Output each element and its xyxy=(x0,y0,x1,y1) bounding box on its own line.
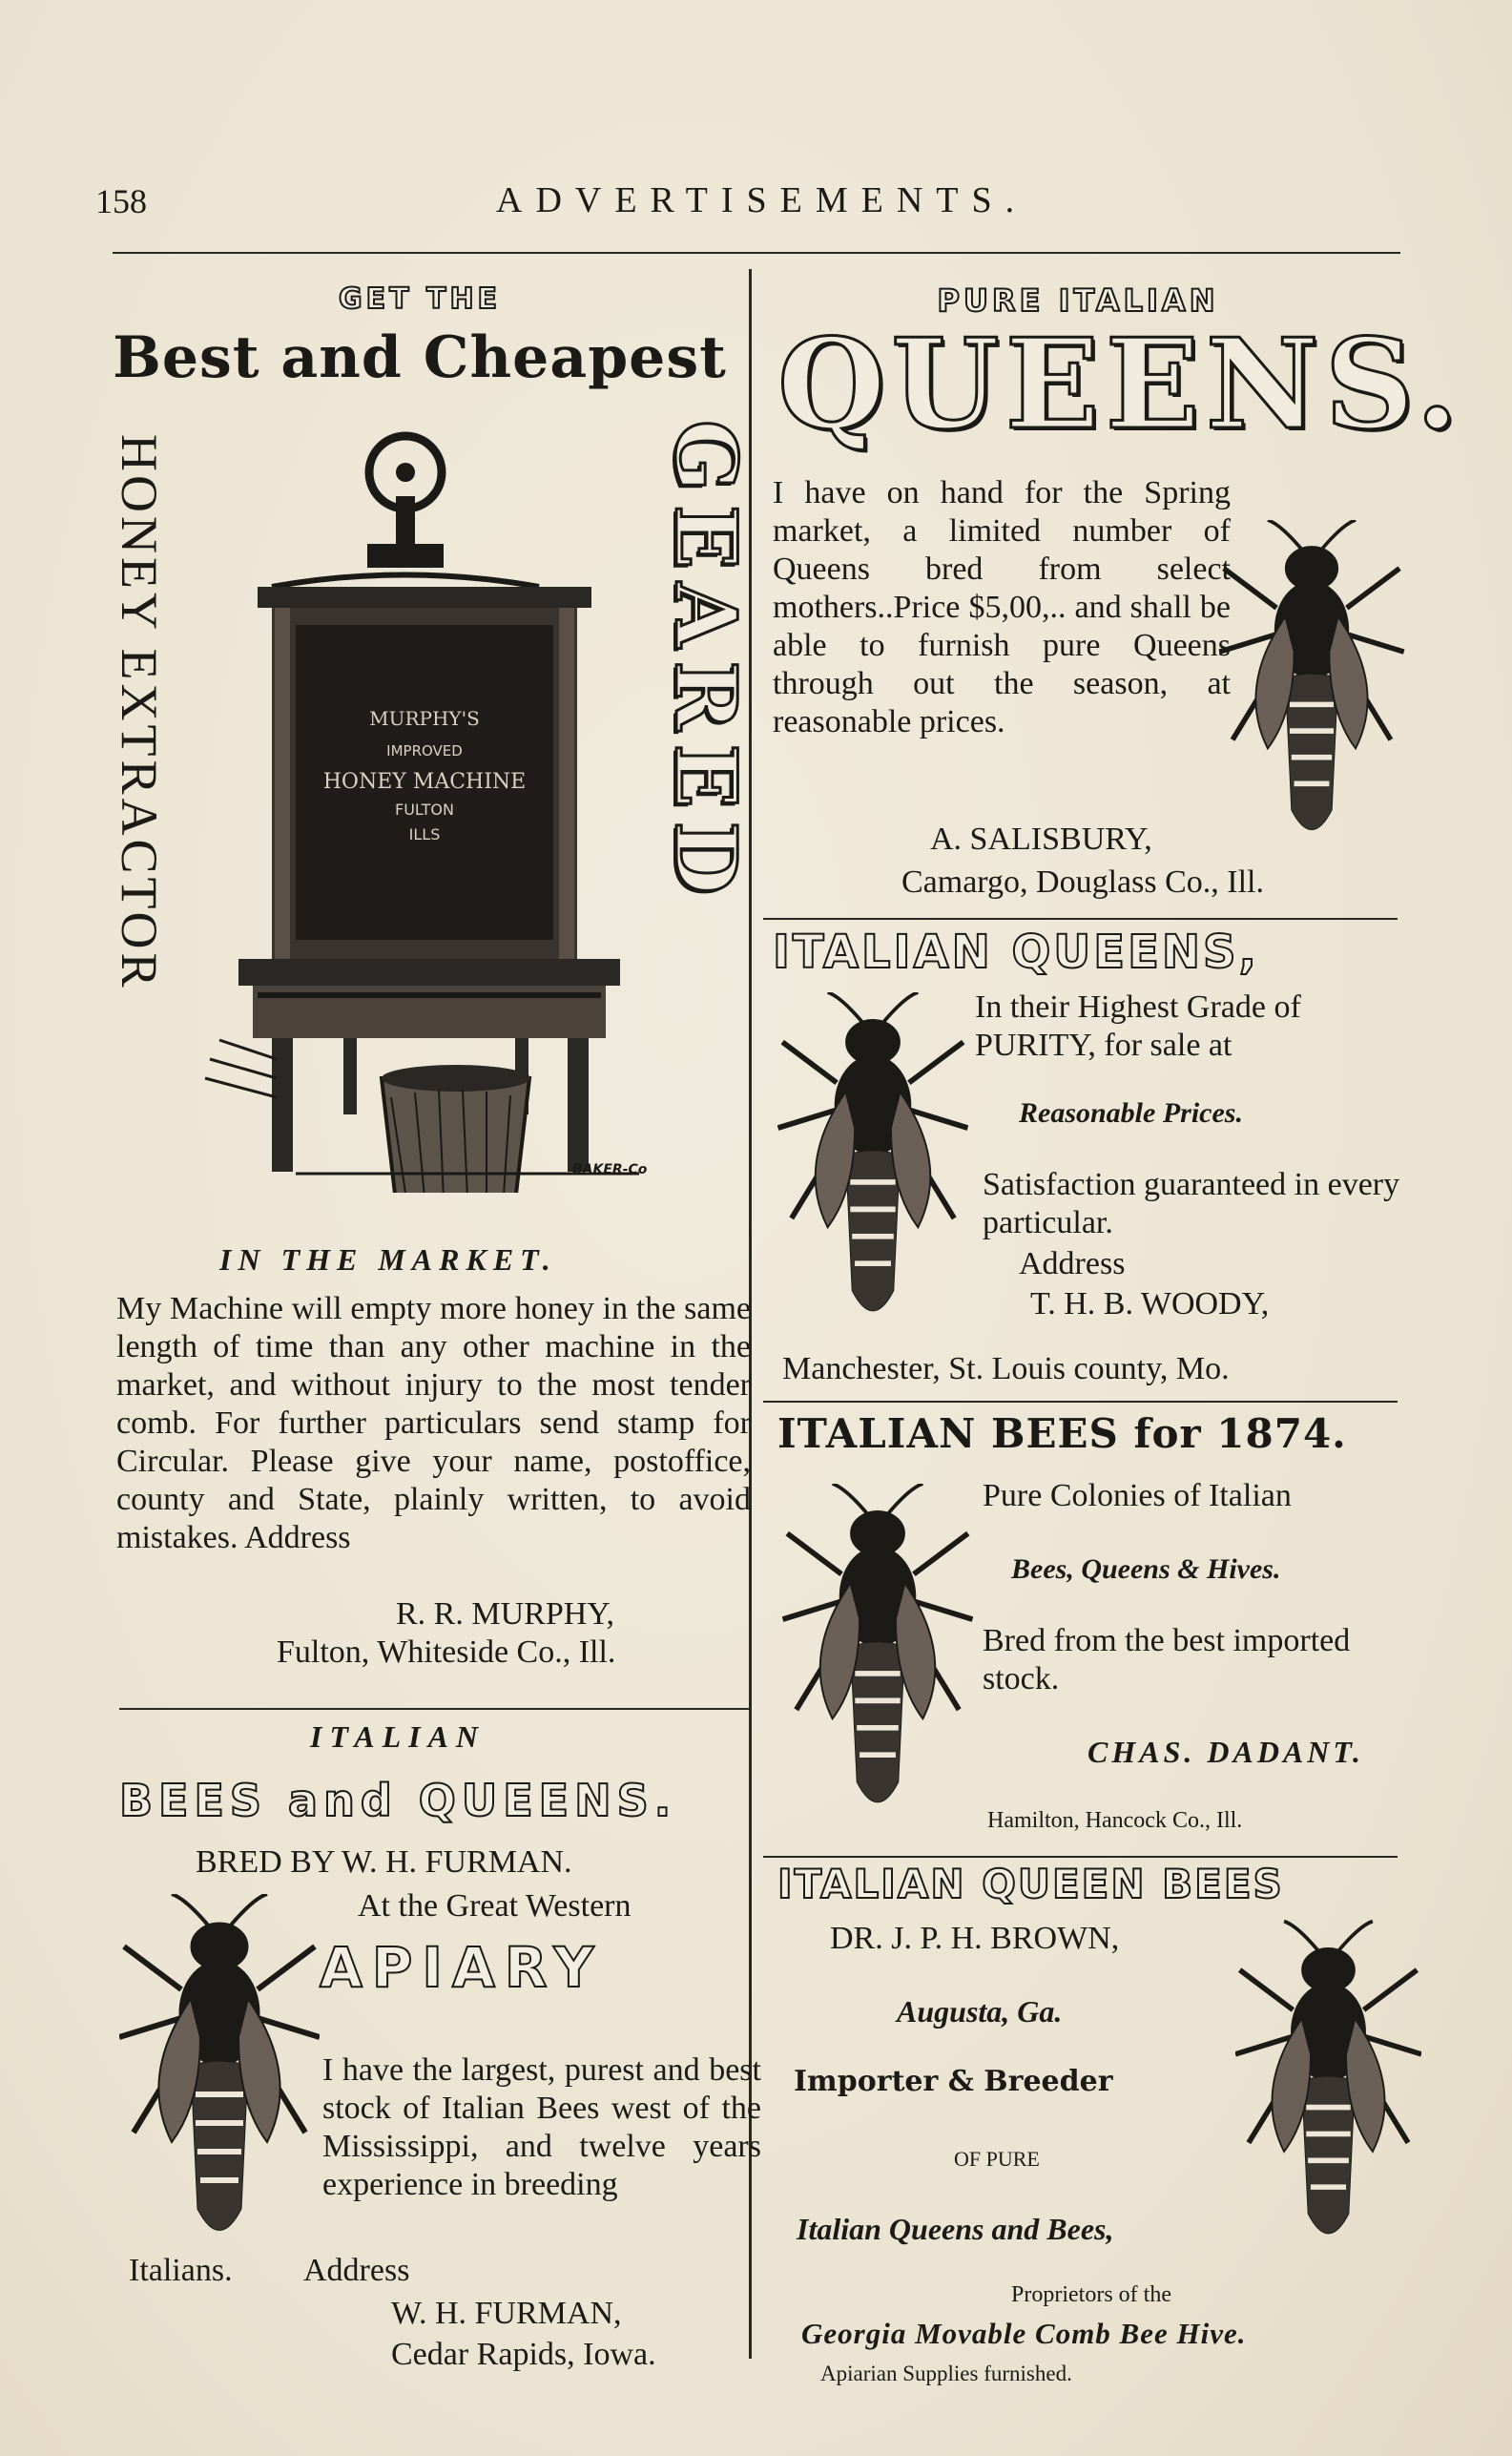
salisbury-body: I have on hand for the Spring market, a limited number of Queens bred from select mothers..Price $5,00,.. and shall be able to furnish pure Queens through out the season, at reasonable prices. xyxy=(773,475,1231,739)
murphy-kicker: GET THE xyxy=(338,282,502,316)
woody-address-label: Address xyxy=(1019,1246,1126,1281)
brown-name: DR. J. P. H. BROWN, xyxy=(830,1921,1120,1956)
furman-name: W. H. FURMAN, xyxy=(391,2296,622,2331)
brown-role: Importer & Breeder xyxy=(794,2065,1113,2098)
brown-supplies: Apiarian Supplies furnished. xyxy=(820,2362,1072,2385)
murphy-body: My Machine will empty more honey in the same length of time than any other machine in the market, and without injury to the most tender comb. For further particulars send stamp for Circular. Please give your name, postoffice, county and State, plainly written, to avoid mistakes. Address xyxy=(116,1291,751,1555)
furman-kicker: ITALIAN xyxy=(310,1719,487,1754)
bee-illustration-salisbury xyxy=(1216,520,1407,854)
woody-headline: ITALIAN QUEENS, xyxy=(773,926,1259,979)
bee-illustration-furman xyxy=(119,1894,320,2257)
bee-illustration-dadant xyxy=(782,1484,973,1827)
dadant-products: Bees, Queens & Hives. xyxy=(1011,1553,1281,1585)
dadant-line1: Pure Colonies of Italian xyxy=(983,1478,1292,1513)
page-number: 158 xyxy=(95,182,147,220)
machine-label-line3: HONEY MACHINE xyxy=(322,770,527,794)
murphy-vertical-right: GEARED xyxy=(656,420,756,908)
woody-line1: In their Highest Grade of PURITY, for sale at xyxy=(975,989,1301,1063)
woody-satisfaction: Satisfaction guaranteed in every particular. xyxy=(983,1167,1400,1240)
woody-name: T. H. B. WOODY, xyxy=(1030,1286,1270,1322)
murphy-vertical-left: HONEY EXTRACTOR xyxy=(111,434,168,991)
machine-label-line4: FULTON xyxy=(395,801,454,819)
bee-illustration-woody xyxy=(777,992,968,1336)
murphy-address: Fulton, Whiteside Co., Ill. xyxy=(277,1634,616,1670)
murphy-headline: Best and Cheapest xyxy=(113,324,727,391)
brown-hive: Georgia Movable Comb Bee Hive. xyxy=(801,2317,1247,2350)
furman-bred-by: BRED BY W. H. FURMAN. xyxy=(196,1844,572,1880)
right-rule-1 xyxy=(763,918,1398,920)
dadant-headline: ITALIAN BEES for 1874. xyxy=(777,1410,1347,1457)
dadant-line2: Bred from the best imported stock. xyxy=(983,1623,1351,1696)
brown-proprietors: Proprietors of the xyxy=(1011,2282,1171,2307)
left-rule-1 xyxy=(119,1708,749,1710)
header-rule xyxy=(113,252,1400,254)
salisbury-address: Camargo, Douglass Co., Ill. xyxy=(901,864,1264,900)
machine-label-line5: ILLS xyxy=(408,825,441,843)
furman-address: Cedar Rapids, Iowa. xyxy=(391,2337,656,2372)
furman-body: I have the largest, purest and best stock of Italian Bees west of the Mississippi, and twelve years experience in breeding xyxy=(322,2052,761,2202)
woody-address: Manchester, St. Louis county, Mo. xyxy=(782,1351,1230,1386)
dadant-address: Hamilton, Hancock Co., Ill. xyxy=(987,1808,1243,1833)
murphy-name: R. R. MURPHY, xyxy=(396,1596,614,1632)
machine-label-line2: IMPROVED xyxy=(386,742,463,760)
brown-of-pure: OF PURE xyxy=(954,2147,1040,2171)
furman-address-label: Address xyxy=(303,2253,410,2288)
honey-extractor-illustration xyxy=(200,410,658,1193)
right-rule-2 xyxy=(763,1401,1398,1403)
brown-city: Augusta, Ga. xyxy=(897,1994,1063,2029)
bee-illustration-brown xyxy=(1235,1918,1421,2261)
furman-apiary: APIARY xyxy=(320,1935,604,2000)
right-rule-3 xyxy=(763,1856,1398,1858)
salisbury-headline: QUEENS. xyxy=(777,311,1465,457)
woody-prices: Reasonable Prices. xyxy=(1019,1097,1243,1129)
salisbury-kicker: PURE ITALIAN xyxy=(937,282,1219,319)
dadant-name: CHAS. DADANT. xyxy=(1087,1735,1364,1769)
furman-headline: BEES and QUEENS. xyxy=(119,1775,677,1826)
brown-headline: ITALIAN QUEEN BEES xyxy=(777,1861,1284,1907)
machine-label-line1: MURPHY'S xyxy=(369,707,480,730)
page-title: ADVERTISEMENTS. xyxy=(496,180,1028,220)
furman-italians: Italians. xyxy=(129,2253,233,2288)
engraver-mark: BAKER-Co xyxy=(572,1162,648,1177)
furman-at-the: At the Great Western xyxy=(358,1888,632,1924)
murphy-tagline: IN THE MARKET. xyxy=(219,1242,557,1277)
brown-product: Italian Queens and Bees, xyxy=(797,2212,1114,2246)
salisbury-name: A. SALISBURY, xyxy=(930,822,1152,857)
